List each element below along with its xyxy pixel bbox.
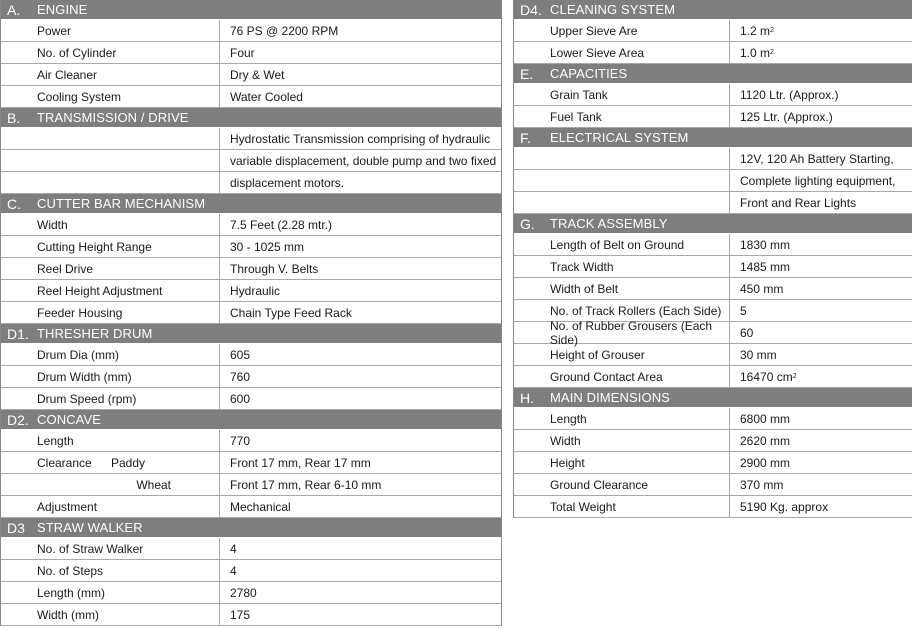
section-code: A. (7, 1, 21, 18)
spec-label-cell (1, 604, 220, 625)
spec-value: 6800 mm (740, 411, 791, 426)
spec-row (514, 366, 912, 388)
spec-label-cell (1, 258, 220, 279)
spec-value-cell (220, 172, 499, 193)
spec-value: 1120 Ltr. (Approx.) (740, 87, 839, 102)
spec-row (1, 302, 501, 324)
spec-row (1, 538, 501, 560)
spec-label: Feeder Housing (37, 305, 123, 320)
spec-value: 7.5 Feet (2.28 mtr.) (230, 217, 333, 232)
spec-label: Reel Drive (37, 261, 94, 276)
spec-label-cell (1, 150, 220, 171)
spec-row (1, 582, 501, 604)
section-code: G. (520, 215, 535, 232)
spec-value-cell (220, 474, 499, 495)
section-header-concave (1, 410, 501, 430)
spec-row (514, 452, 912, 474)
spec-value: Water Cooled (230, 89, 303, 104)
section-title: CUTTER BAR MECHANISM (37, 196, 206, 211)
spec-value: 2900 mm (740, 455, 791, 470)
spec-value: 125 Ltr. (Approx.) (740, 109, 833, 124)
spec-value: Dry & Wet (230, 67, 285, 82)
spec-label: Width (37, 217, 68, 232)
spec-label-cell (1, 128, 220, 149)
section-title: CAPACITIES (550, 66, 628, 81)
spec-label-cell (1, 42, 220, 63)
spec-row (514, 192, 912, 214)
spec-value: 60 (740, 325, 754, 340)
section-code: B. (7, 109, 21, 126)
spec-value: 760 (230, 369, 251, 384)
spec-value-cell (730, 148, 910, 169)
spec-value: 605 (230, 347, 251, 362)
spec-label: Fuel Tank (550, 109, 602, 124)
spec-value: Four (230, 45, 255, 60)
spec-label-cell (1, 430, 220, 451)
spec-row (1, 496, 501, 518)
section-code: C. (7, 195, 21, 212)
section-header-track-assembly (514, 214, 912, 234)
spec-label: Length (37, 433, 74, 448)
spec-value-cell: 16470 cm 2 (740, 369, 797, 384)
spec-label-cell (514, 256, 730, 277)
spec-row (514, 318, 912, 347)
spec-label: Width of Belt (550, 281, 619, 296)
spec-row (1, 236, 501, 258)
spec-value-cell (730, 106, 910, 127)
spec-value-cell (220, 280, 499, 301)
spec-row (1, 344, 501, 366)
spec-value-cell (220, 258, 499, 279)
spec-label: Grain Tank (550, 87, 608, 102)
spec-label: Total Weight (550, 499, 616, 514)
spec-row (514, 148, 912, 170)
spec-value-cell (220, 236, 499, 257)
section-code: H. (520, 389, 534, 406)
spec-label: Length of Belt on Ground (550, 237, 685, 252)
spec-value-cell (730, 474, 910, 495)
section-header-straw-walker (1, 518, 501, 538)
spec-row (1, 604, 501, 626)
spec-value-cell (220, 604, 499, 625)
spec-row (1, 452, 501, 474)
spec-value-cell: 1.0 m 2 (740, 45, 774, 60)
spec-row (1, 366, 501, 388)
spec-value: 16470 cm (740, 369, 793, 384)
spec-value-cell: 1.2 m 2 (740, 23, 774, 38)
spec-label-cell (514, 192, 730, 213)
section-header-capacities (514, 64, 912, 84)
spec-label-cell (1, 214, 220, 235)
section-code: D3 (7, 519, 25, 536)
spec-value: 5 (740, 303, 747, 318)
spec-value: Front 17 mm, Rear 17 mm (230, 455, 371, 470)
spec-value: 1485 mm (740, 259, 791, 274)
spec-value-cell (220, 150, 499, 171)
spec-label-cell (1, 20, 220, 41)
spec-label-cell (514, 496, 730, 517)
spec-label: Upper Sieve Are (550, 23, 638, 38)
section-title: ELECTRICAL SYSTEM (550, 130, 689, 145)
spec-label-cell (514, 42, 730, 63)
spec-value-cell (220, 430, 499, 451)
spec-value: 5190 Kg. approx (740, 499, 829, 514)
spec-value-cell (220, 128, 499, 149)
section-header-cutter-bar-mechanism (1, 194, 501, 214)
spec-row (514, 430, 912, 452)
spec-label: Length (550, 411, 587, 426)
spec-label: No. of Track Rollers (Each Side) (550, 303, 722, 318)
spec-label-cell (1, 560, 220, 581)
spec-label-cell (514, 170, 730, 191)
spec-label: Cutting Height Range (37, 239, 152, 254)
spec-row (1, 474, 501, 496)
spec-value-cell (730, 256, 910, 277)
spec-row (1, 560, 501, 582)
spec-label-cell (514, 366, 730, 387)
section-code: F. (520, 129, 531, 146)
spec-label-cell (1, 64, 220, 85)
spec-label-cell (514, 20, 730, 41)
section-code: D2. (7, 411, 29, 428)
spec-value-cell (220, 344, 499, 365)
spec-label-cell (1, 388, 220, 409)
section-title: ENGINE (37, 2, 88, 17)
spec-value-cell (220, 496, 499, 517)
spec-label: No. of Steps (37, 563, 104, 578)
spec-value: Complete lighting equipment, (740, 173, 896, 188)
spec-label-cell (1, 582, 220, 603)
spec-value-cell (220, 42, 499, 63)
spec-value: 450 mm (740, 281, 784, 296)
spec-label-cell (1, 302, 220, 323)
spec-label: Reel Height Adjustment (37, 283, 163, 298)
spec-row (514, 106, 912, 128)
spec-value-cell (220, 452, 499, 473)
spec-value-cell (730, 430, 910, 451)
spec-value: 370 mm (740, 477, 784, 492)
section-header-electrical-system (514, 128, 912, 148)
section-title: CLEANING SYSTEM (550, 2, 676, 17)
spec-sublabel: Wheat (136, 477, 171, 492)
spec-value-cell (730, 344, 910, 365)
spec-label: Width (550, 433, 581, 448)
spec-label-cell (1, 280, 220, 301)
spec-value: 1.0 m (740, 45, 771, 60)
spec-label-cell (514, 452, 730, 473)
spec-row (514, 234, 912, 256)
section-title: TRANSMISSION / DRIVE (37, 110, 189, 125)
spec-value-cell (730, 84, 910, 105)
spec-value-cell (730, 496, 910, 517)
section-code: D4. (520, 1, 542, 18)
spec-value-cell (730, 234, 910, 255)
spec-sublabel: Paddy (110, 455, 145, 470)
spec-row (1, 42, 501, 64)
spec-row (1, 128, 501, 150)
spec-value: 4 (230, 563, 237, 578)
spec-row (514, 84, 912, 106)
section-code: E. (520, 65, 534, 82)
section-title: CONCAVE (37, 412, 102, 427)
spec-label: Lower Sieve Area (550, 45, 645, 60)
spec-row (1, 20, 501, 42)
spec-value: Chain Type Feed Rack (230, 305, 352, 320)
spec-value-cell (220, 86, 499, 107)
spec-value: 770 (230, 433, 251, 448)
section-title: THRESHER DRUM (37, 326, 153, 341)
spec-value: Through V. Belts (230, 261, 319, 276)
spec-label: Adjustment (37, 499, 98, 514)
spec-row (514, 256, 912, 278)
spec-label: Power (37, 23, 72, 38)
section-header-thresher-drum (1, 324, 501, 344)
spec-label-cell (514, 148, 730, 169)
spec-value-cell (730, 322, 910, 343)
spec-label-cell (514, 318, 730, 347)
spec-value: 2780 (230, 585, 257, 600)
spec-label-cell (1, 452, 220, 473)
spec-row (514, 42, 912, 64)
spec-label-cell (1, 366, 220, 387)
spec-label-cell (1, 344, 220, 365)
spec-row (1, 258, 501, 280)
section-title: TRACK ASSEMBLY (550, 216, 668, 231)
spec-value-cell (220, 388, 499, 409)
spec-value: 30 mm (740, 347, 777, 362)
spec-label-cell (1, 86, 220, 107)
spec-label-cell (1, 172, 220, 193)
spec-label-cell (1, 236, 220, 257)
spec-label-cell (1, 474, 220, 495)
spec-value-cell (220, 64, 499, 85)
spec-value-cell (220, 302, 499, 323)
spec-label-cell (1, 538, 220, 559)
spec-column-right (513, 0, 912, 518)
spec-row (1, 280, 501, 302)
spec-label-cell (1, 496, 220, 517)
spec-label: No. of Straw Walker (37, 541, 144, 556)
spec-value-cell (730, 278, 910, 299)
spec-value: 4 (230, 541, 237, 556)
spec-value: 30 - 1025 mm (230, 239, 305, 254)
spec-value-cell (220, 366, 499, 387)
spec-label-cell (514, 234, 730, 255)
spec-value-cell (730, 192, 910, 213)
section-header-engine (1, 0, 501, 20)
spec-value: Hydraulic (230, 283, 281, 298)
spec-row (514, 408, 912, 430)
spec-label: Drum Dia (mm) (37, 347, 119, 362)
spec-value-cell (730, 170, 910, 191)
spec-value: 600 (230, 391, 251, 406)
spec-row (514, 474, 912, 496)
spec-value: displacement motors. (230, 175, 345, 190)
spec-label: Cooling System (37, 89, 122, 104)
spec-label-cell (514, 408, 730, 429)
spec-row (1, 150, 501, 172)
spec-value-cell (220, 582, 499, 603)
spec-value-cell (730, 300, 910, 321)
section-code: D1. (7, 325, 29, 342)
spec-value: 76 PS @ 2200 RPM (230, 23, 339, 38)
spec-row (514, 170, 912, 192)
spec-label: Drum Width (mm) (37, 369, 132, 384)
section-title: MAIN DIMENSIONS (550, 390, 670, 405)
spec-value: 1830 mm (740, 237, 791, 252)
spec-label: Ground Contact Area (550, 369, 663, 384)
spec-row (1, 430, 501, 452)
spec-value: Front 17 mm, Rear 6-10 mm (230, 477, 382, 492)
spec-row (514, 344, 912, 366)
spec-label: Height of Grouser (550, 347, 645, 362)
spec-value-cell (220, 214, 499, 235)
spec-label: Ground Clearance (550, 477, 649, 492)
spec-value: Mechanical (230, 499, 291, 514)
spec-label-cell (514, 474, 730, 495)
spec-row (1, 86, 501, 108)
spec-label: Track Width (550, 259, 614, 274)
spec-label: No. of Cylinder (37, 45, 117, 60)
spec-value-cell (730, 408, 910, 429)
spec-value: 175 (230, 607, 251, 622)
spec-value-cell (220, 20, 499, 41)
section-header-main-dimensions (514, 388, 912, 408)
spec-row (1, 388, 501, 410)
spec-label-cell (514, 430, 730, 451)
spec-label: Width (mm) (37, 607, 99, 622)
spec-value: 1.2 m (740, 23, 771, 38)
spec-row (514, 496, 912, 518)
spec-value: 2620 mm (740, 433, 791, 448)
spec-label-cell (514, 106, 730, 127)
section-header-cleaning-system (514, 0, 912, 20)
spec-label-cell (514, 84, 730, 105)
spec-row (514, 20, 912, 42)
spec-row (1, 214, 501, 236)
spec-label: Air Cleaner (37, 67, 98, 82)
spec-row (514, 278, 912, 300)
spec-label: Clearance (37, 455, 92, 470)
spec-row (1, 172, 501, 194)
spec-value-cell (220, 560, 499, 581)
spec-label: Drum Speed (rpm) (37, 391, 137, 406)
spec-label-cell (514, 278, 730, 299)
spec-label-cell (514, 344, 730, 365)
spec-value: 12V, 120 Ah Battery Starting, (740, 151, 894, 166)
spec-value-cell (730, 452, 910, 473)
spec-value: Front and Rear Lights (740, 195, 857, 210)
spec-row (1, 64, 501, 86)
section-title: STRAW WALKER (37, 520, 143, 535)
spec-value: variable displacement, double pump and two fixed (230, 153, 497, 168)
spec-label: Length (mm) (37, 585, 106, 600)
section-header-transmission-drive (1, 108, 501, 128)
spec-value-cell (220, 538, 499, 559)
spec-value: Hydrostatic Transmission comprising of hydraulic (230, 131, 491, 146)
spec-label: Height (550, 455, 585, 470)
spec-label: No. of Rubber Grousers (Each Side) (550, 318, 713, 347)
